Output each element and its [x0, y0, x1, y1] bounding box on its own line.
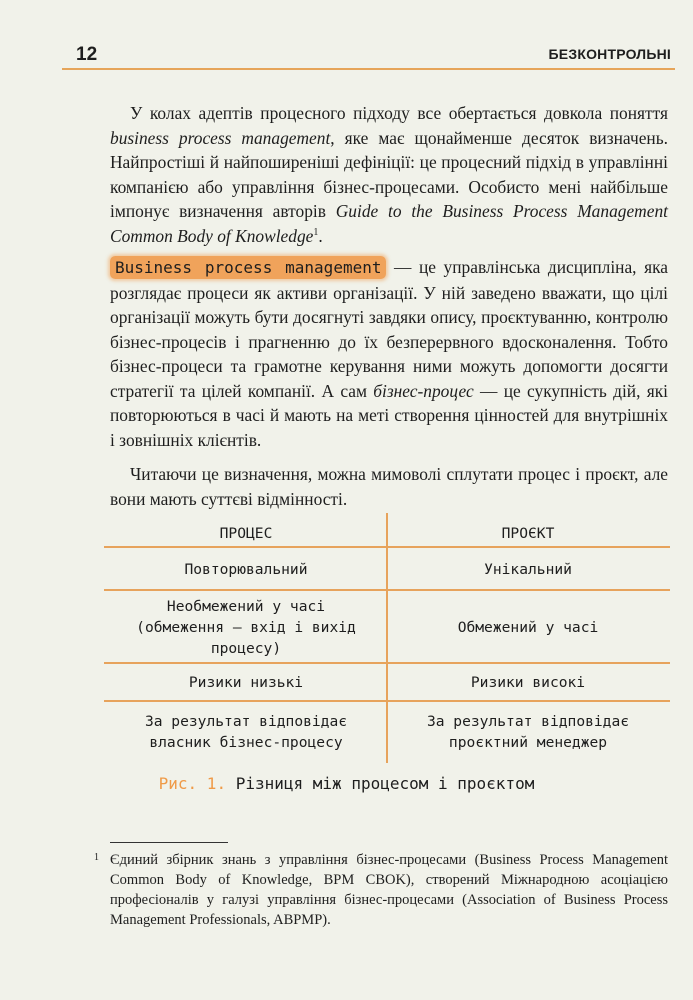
figure-vertical-divider	[386, 513, 388, 763]
project-unique: Унікальний	[484, 560, 572, 578]
p2-italic: бізнес-процес	[373, 380, 474, 401]
figure-caption	[0, 774, 693, 793]
footnote-ref: 1	[313, 226, 319, 238]
figure-rule	[104, 589, 670, 591]
figure-rule	[104, 546, 670, 548]
header-project: ПРОЄКТ	[501, 524, 555, 542]
figure-rule	[104, 700, 670, 702]
footnote-text: Єдиний збірник знань з управління бізнес-процесами (Business Process Management Common Body of Knowledge, BPM CBOK), створений Міжнародною асоціацією професіоналів у галузі управління бізнес-процесами (Association of Business Process Management Professionals, ABPMP).	[110, 852, 668, 928]
p2-text-1: — це управлінська дисципліна, яка розглядає процеси як активи організації. У ній заведено вважати, що цілі організації можуть бути досягнуті завдяки опису, проєктуванню, контролю бізнес-процесів і прагненню до їх безперервного вдосконалення. Тобто бізнес-процеси та грамотне керування ними можуть допомогти досягти стратегії та цілей компанії. А сам	[110, 257, 668, 401]
footnote-rule	[110, 842, 228, 843]
p1-text-3: .	[318, 225, 323, 246]
footnote	[94, 850, 668, 930]
highlighted-term: Business process management	[110, 256, 386, 279]
p1-text-2: , яке має щонайменше десяток визначень. Найпростіші й найпоширеніші дефініції: це процесний підхід в управлінні компанією або управління бізнес-процесами. Особисто мені найбільше імпонує визначення авторів	[110, 127, 668, 221]
caption-text: Різниця між процесом і проєктом	[235, 774, 535, 793]
p1-italic-2: Guide to the Business Process Management Common Body of Knowledge	[110, 201, 668, 246]
p1-text-1: У колах адептів процесного підходу все обертається довкола поняття	[130, 103, 668, 123]
process-risks-low: Ризики низькі	[188, 673, 304, 691]
footnote-mark: 1	[94, 852, 99, 863]
p2-text-2: — це сукупність дій, які повторюються в часі й мають на меті створення цінностей для внутрішніх і зовнішніх клієнтів.	[110, 380, 669, 450]
header-process: ПРОЦЕС	[219, 524, 273, 542]
caption-label: Рис. 1.	[158, 774, 227, 793]
p3-text: Читаючи це визначення, можна мимоволі сплутати процес і проєкт, але вони мають суттєві відмінності.	[110, 464, 668, 509]
process-owner: За результат відповідає власник бізнес-процесу	[144, 713, 348, 751]
page-number: 12	[76, 44, 98, 65]
project-time-limited: Обмежений у часі	[457, 618, 599, 636]
process-time-unlimited: Необмежений у часі (обмеження — вхід і вихід процесу)	[136, 597, 356, 657]
running-title: БЕЗКОНТРОЛЬНІ	[548, 46, 671, 62]
process-repetitive: Повторювальний	[184, 560, 308, 578]
p1-italic-1: business process management	[110, 127, 331, 148]
project-risks-high: Ризики високі	[470, 673, 586, 691]
project-owner: За результат відповідає проєктний менеджер	[426, 713, 630, 751]
